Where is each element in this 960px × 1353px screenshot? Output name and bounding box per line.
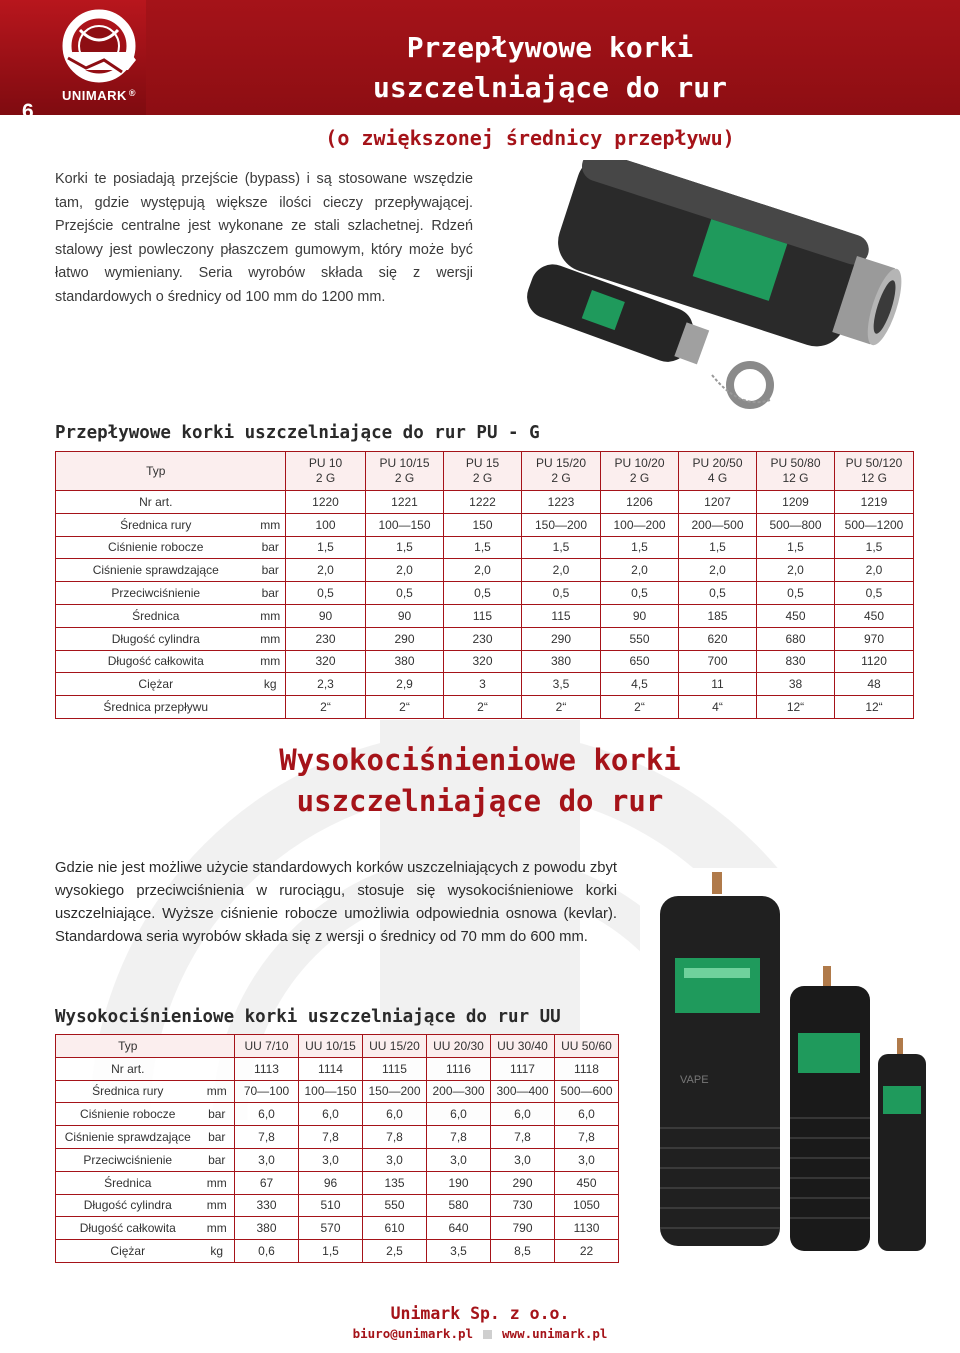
table-cell: 0,6 bbox=[235, 1240, 299, 1263]
table-row bbox=[56, 1080, 619, 1103]
table-cell: 2,5 bbox=[363, 1240, 427, 1263]
column-header: UU 50/60 bbox=[555, 1035, 619, 1058]
row-unit: mm bbox=[200, 1171, 235, 1194]
column-header: PU 50/80 12 G bbox=[757, 452, 835, 491]
table-cell: 6,0 bbox=[363, 1103, 427, 1126]
table-cell: 22 bbox=[555, 1240, 619, 1263]
table-cell: 380 bbox=[235, 1217, 299, 1240]
row-label: Przeciwciśnienie bbox=[56, 1148, 200, 1171]
table-cell: 2,0 bbox=[601, 559, 679, 582]
table-cell: 70—100 bbox=[235, 1080, 299, 1103]
row-unit: kg bbox=[256, 673, 286, 696]
table-cell: 1207 bbox=[679, 491, 757, 514]
table-cell: 7,8 bbox=[555, 1126, 619, 1149]
row-label: Nr art. bbox=[56, 1057, 200, 1080]
table-row bbox=[56, 1217, 619, 1240]
row-unit: bar bbox=[200, 1103, 235, 1126]
table-cell: 1114 bbox=[299, 1057, 363, 1080]
row-unit: mm bbox=[256, 513, 286, 536]
row-label: Nr art. bbox=[56, 491, 256, 514]
table-cell: 3,0 bbox=[555, 1148, 619, 1171]
table-cell: 230 bbox=[286, 627, 366, 650]
row-label: Ciśnienie sprawdzające bbox=[56, 559, 256, 582]
table-cell: 0,5 bbox=[444, 582, 522, 605]
table-row bbox=[56, 1103, 619, 1126]
table-cell: 150—200 bbox=[522, 513, 601, 536]
registered-mark: ® bbox=[128, 88, 137, 98]
table-cell: 550 bbox=[363, 1194, 427, 1217]
table-cell: 2,0 bbox=[835, 559, 914, 582]
type-label: Typ bbox=[56, 452, 256, 491]
table-cell: 150 bbox=[444, 513, 522, 536]
table-cell: 1,5 bbox=[757, 536, 835, 559]
row-label: Ciśnienie robocze bbox=[56, 536, 256, 559]
table-row bbox=[56, 559, 914, 582]
table-cell: 450 bbox=[757, 604, 835, 627]
unit-cell bbox=[200, 1035, 235, 1058]
row-unit: bar bbox=[200, 1126, 235, 1149]
table-cell: 1116 bbox=[427, 1057, 491, 1080]
table-cell: 3 bbox=[444, 673, 522, 696]
table-cell: 610 bbox=[363, 1217, 427, 1240]
table-cell: 12“ bbox=[757, 696, 835, 719]
row-unit bbox=[256, 696, 286, 719]
row-unit: kg bbox=[200, 1240, 235, 1263]
table-cell: 2,9 bbox=[366, 673, 444, 696]
table-cell: 185 bbox=[679, 604, 757, 627]
table-cell: 7,8 bbox=[491, 1126, 555, 1149]
uu-spec-table bbox=[55, 1034, 619, 1263]
table-cell: 1,5 bbox=[601, 536, 679, 559]
table-cell: 100—150 bbox=[299, 1080, 363, 1103]
table-row bbox=[56, 1126, 619, 1149]
table-cell: 2“ bbox=[366, 696, 444, 719]
table-cell: 1130 bbox=[555, 1217, 619, 1240]
table-cell: 67 bbox=[235, 1171, 299, 1194]
table-cell: 2“ bbox=[601, 696, 679, 719]
table-cell: 0,5 bbox=[286, 582, 366, 605]
table-cell: 2“ bbox=[444, 696, 522, 719]
column-header: PU 10/20 2 G bbox=[601, 452, 679, 491]
table-cell: 90 bbox=[286, 604, 366, 627]
table-cell: 300—400 bbox=[491, 1080, 555, 1103]
table-cell: 135 bbox=[363, 1171, 427, 1194]
table-cell: 1,5 bbox=[286, 536, 366, 559]
table-cell: 510 bbox=[299, 1194, 363, 1217]
column-header: UU 30/40 bbox=[491, 1035, 555, 1058]
table-cell: 150—200 bbox=[363, 1080, 427, 1103]
table-cell: 1,5 bbox=[522, 536, 601, 559]
footer-website-link[interactable]: www.unimark.pl bbox=[502, 1326, 608, 1341]
table-cell: 7,8 bbox=[427, 1126, 491, 1149]
table-cell: 7,8 bbox=[363, 1126, 427, 1149]
table-cell: 1,5 bbox=[679, 536, 757, 559]
row-label: Długość całkowita bbox=[56, 1217, 200, 1240]
table-cell: 2,0 bbox=[679, 559, 757, 582]
table-row bbox=[56, 1148, 619, 1171]
column-header: PU 20/50 4 G bbox=[679, 452, 757, 491]
page-title-line2: uszczelniające do rur bbox=[372, 71, 727, 104]
table-cell: 1209 bbox=[757, 491, 835, 514]
table-row bbox=[56, 1171, 619, 1194]
table-row bbox=[56, 1240, 619, 1263]
table-cell: 1221 bbox=[366, 491, 444, 514]
table-cell: 1,5 bbox=[835, 536, 914, 559]
table-cell: 830 bbox=[757, 650, 835, 673]
page-title-line1: Przepływowe korki bbox=[406, 31, 694, 64]
table-cell: 3,5 bbox=[427, 1240, 491, 1263]
table-cell: 2,0 bbox=[522, 559, 601, 582]
row-label: Przeciwciśnienie bbox=[56, 582, 256, 605]
bypass-plugs-photo bbox=[500, 160, 940, 420]
separator-square-icon bbox=[483, 1330, 492, 1339]
brand-label: VAPE bbox=[680, 1074, 709, 1086]
column-header: UU 15/20 bbox=[363, 1035, 427, 1058]
table-cell: 1,5 bbox=[444, 536, 522, 559]
table-cell: 330 bbox=[235, 1194, 299, 1217]
row-unit: bar bbox=[256, 582, 286, 605]
row-label: Ciśnienie sprawdzające bbox=[56, 1126, 200, 1149]
table-row bbox=[56, 582, 914, 605]
table-cell: 0,5 bbox=[835, 582, 914, 605]
column-header: PU 15/20 2 G bbox=[522, 452, 601, 491]
table-cell: 290 bbox=[491, 1171, 555, 1194]
row-unit: mm bbox=[200, 1080, 235, 1103]
table-cell: 730 bbox=[491, 1194, 555, 1217]
table-cell: 680 bbox=[757, 627, 835, 650]
table-row bbox=[56, 673, 914, 696]
table-cell: 48 bbox=[835, 673, 914, 696]
row-label: Długość całkowita bbox=[56, 650, 256, 673]
table-cell: 570 bbox=[299, 1217, 363, 1240]
row-label: Średnica bbox=[56, 604, 256, 627]
section2-title bbox=[240, 740, 720, 822]
table-cell: 12“ bbox=[835, 696, 914, 719]
table-cell: 2,0 bbox=[366, 559, 444, 582]
table-cell: 1206 bbox=[601, 491, 679, 514]
table-cell: 1050 bbox=[555, 1194, 619, 1217]
table-cell: 1220 bbox=[286, 491, 366, 514]
table-cell: 200—500 bbox=[679, 513, 757, 536]
table-cell: 500—1200 bbox=[835, 513, 914, 536]
section2-title-line2: uszczelniające do rur bbox=[296, 784, 664, 818]
table-row bbox=[56, 650, 914, 673]
row-unit: mm bbox=[200, 1217, 235, 1240]
table-cell: 970 bbox=[835, 627, 914, 650]
table-cell: 6,0 bbox=[235, 1103, 299, 1126]
table-cell: 650 bbox=[601, 650, 679, 673]
table-cell: 3,0 bbox=[363, 1148, 427, 1171]
section2-title-line1: Wysokociśnieniowe korki bbox=[279, 743, 681, 777]
row-unit: bar bbox=[200, 1148, 235, 1171]
row-unit bbox=[200, 1057, 235, 1080]
table-cell: 1118 bbox=[555, 1057, 619, 1080]
table-cell: 0,5 bbox=[366, 582, 444, 605]
row-unit: mm bbox=[256, 627, 286, 650]
table-cell: 0,5 bbox=[601, 582, 679, 605]
table-cell: 620 bbox=[679, 627, 757, 650]
table-cell: 380 bbox=[522, 650, 601, 673]
row-unit: bar bbox=[256, 559, 286, 582]
table-row bbox=[56, 513, 914, 536]
table-cell: 230 bbox=[444, 627, 522, 650]
table-cell: 6,0 bbox=[299, 1103, 363, 1126]
table-cell: 4“ bbox=[679, 696, 757, 719]
table-cell: 320 bbox=[444, 650, 522, 673]
table-cell: 7,8 bbox=[299, 1126, 363, 1149]
table-cell: 290 bbox=[522, 627, 601, 650]
table-row bbox=[56, 1194, 619, 1217]
table-cell: 580 bbox=[427, 1194, 491, 1217]
table-cell: 11 bbox=[679, 673, 757, 696]
row-label: Średnica przepływu bbox=[56, 696, 256, 719]
row-label: Ciężar bbox=[56, 673, 256, 696]
table-cell: 3,0 bbox=[299, 1148, 363, 1171]
table-cell: 115 bbox=[444, 604, 522, 627]
high-pressure-plugs-photo bbox=[640, 868, 940, 1263]
table-cell: 1219 bbox=[835, 491, 914, 514]
table-cell: 450 bbox=[555, 1171, 619, 1194]
row-unit: mm bbox=[256, 604, 286, 627]
table-cell: 6,0 bbox=[427, 1103, 491, 1126]
table-cell: 90 bbox=[366, 604, 444, 627]
table-cell: 100—150 bbox=[366, 513, 444, 536]
table-cell: 2,3 bbox=[286, 673, 366, 696]
table-row bbox=[56, 627, 914, 650]
table-cell: 290 bbox=[366, 627, 444, 650]
table-cell: 3,0 bbox=[235, 1148, 299, 1171]
table-row bbox=[56, 604, 914, 627]
row-label: Ciśnienie robocze bbox=[56, 1103, 200, 1126]
row-unit: bar bbox=[256, 536, 286, 559]
table-cell: 3,0 bbox=[491, 1148, 555, 1171]
column-header: PU 10/15 2 G bbox=[366, 452, 444, 491]
table-cell: 2,0 bbox=[444, 559, 522, 582]
column-header: PU 50/120 12 G bbox=[835, 452, 914, 491]
table-cell: 6,0 bbox=[555, 1103, 619, 1126]
footer-email-link[interactable]: biuro@unimark.pl bbox=[352, 1326, 474, 1341]
table-row bbox=[56, 696, 914, 719]
unimark-logo-icon bbox=[0, 0, 146, 100]
table-cell: 2“ bbox=[286, 696, 366, 719]
table-cell: 2,0 bbox=[757, 559, 835, 582]
table-cell: 2,0 bbox=[286, 559, 366, 582]
page-number: 6 bbox=[22, 100, 34, 123]
column-header: PU 10 2 G bbox=[286, 452, 366, 491]
table-cell: 3,0 bbox=[427, 1148, 491, 1171]
table-cell: 6,0 bbox=[491, 1103, 555, 1126]
pu-spec-table bbox=[55, 451, 914, 719]
table-header-row bbox=[56, 1035, 619, 1058]
table-cell: 320 bbox=[286, 650, 366, 673]
intro-paragraph: Korki te posiadają przejście (bypass) i są stosowane wszędzie tam, gdzie występują większe ilości cieczy przepływającej. Przejście centralne jest wykonane ze stali szlachetnej. Rdzeń stalowy jest powleczony płaszczem gumowym, który może być łatwo wymieniany. Seria wyrobów składa się z wersji standardowych o średnicy od 100 mm do 1200 mm. bbox=[55, 171, 473, 305]
table-cell: 38 bbox=[757, 673, 835, 696]
row-unit: mm bbox=[200, 1194, 235, 1217]
table-cell: 1223 bbox=[522, 491, 601, 514]
table-cell: 0,5 bbox=[679, 582, 757, 605]
column-header: UU 10/15 bbox=[299, 1035, 363, 1058]
table-cell: 380 bbox=[366, 650, 444, 673]
table-cell: 640 bbox=[427, 1217, 491, 1240]
logo-wordmark bbox=[62, 88, 136, 103]
row-label: Średnica bbox=[56, 1171, 200, 1194]
table-cell: 1,5 bbox=[299, 1240, 363, 1263]
table-cell: 100 bbox=[286, 513, 366, 536]
uu-table-heading: Wysokociśnieniowe korki uszczelniające do rur UU bbox=[55, 1007, 561, 1027]
pu-table-heading: Przepływowe korki uszczelniające do rur PU - G bbox=[55, 423, 540, 443]
table-cell: 1222 bbox=[444, 491, 522, 514]
footer-contacts bbox=[280, 1326, 680, 1341]
row-label: Długość cylindra bbox=[56, 627, 256, 650]
table-row bbox=[56, 536, 914, 559]
table-cell: 450 bbox=[835, 604, 914, 627]
table-row bbox=[56, 1057, 619, 1080]
table-cell: 500—800 bbox=[757, 513, 835, 536]
table-cell: 0,5 bbox=[522, 582, 601, 605]
page-title bbox=[290, 28, 810, 108]
row-label: Ciężar bbox=[56, 1240, 200, 1263]
table-cell: 8,5 bbox=[491, 1240, 555, 1263]
unit-cell bbox=[256, 452, 286, 491]
table-cell: 1115 bbox=[363, 1057, 427, 1080]
logo-name: UNIMARK bbox=[62, 88, 127, 103]
table-cell: 1113 bbox=[235, 1057, 299, 1080]
table-cell: 96 bbox=[299, 1171, 363, 1194]
row-label: Długość cylindra bbox=[56, 1194, 200, 1217]
table-cell: 115 bbox=[522, 604, 601, 627]
table-row bbox=[56, 491, 914, 514]
table-cell: 790 bbox=[491, 1217, 555, 1240]
table-header-row bbox=[56, 452, 914, 491]
table-cell: 2“ bbox=[522, 696, 601, 719]
type-label: Typ bbox=[56, 1035, 200, 1058]
row-label: Średnica rury bbox=[56, 513, 256, 536]
table-cell: 90 bbox=[601, 604, 679, 627]
column-header: PU 15 2 G bbox=[444, 452, 522, 491]
column-header: UU 20/30 bbox=[427, 1035, 491, 1058]
row-label: Średnica rury bbox=[56, 1080, 200, 1103]
table-cell: 1117 bbox=[491, 1057, 555, 1080]
table-cell: 1,5 bbox=[366, 536, 444, 559]
table-cell: 550 bbox=[601, 627, 679, 650]
table-cell: 100—200 bbox=[601, 513, 679, 536]
table-cell: 700 bbox=[679, 650, 757, 673]
table-cell: 190 bbox=[427, 1171, 491, 1194]
table-cell: 200—300 bbox=[427, 1080, 491, 1103]
table-cell: 7,8 bbox=[235, 1126, 299, 1149]
table-cell: 1120 bbox=[835, 650, 914, 673]
row-unit: mm bbox=[256, 650, 286, 673]
logo-box bbox=[0, 0, 146, 123]
table-cell: 0,5 bbox=[757, 582, 835, 605]
footer-company: Unimark Sp. z o.o. bbox=[390, 1304, 570, 1323]
page-subtitle: (o zwiększonej średnicy przepływu) bbox=[325, 126, 735, 150]
section2-paragraph: Gdzie nie jest możliwe użycie standardowych korków uszczelniających z powodu zbyt wysokiego przeciwciśnienia w rurociągu, stosuje się wysokociśnieniowe korki uszczelniające. Wyższe ciśnienie robocze umożliwia odpowiednia osnowa (kevlar). Standardowa seria wyrobów składa się z wersji o średnicy od 70 mm do 600 mm. bbox=[55, 860, 617, 945]
table-cell: 3,5 bbox=[522, 673, 601, 696]
column-header: UU 7/10 bbox=[235, 1035, 299, 1058]
table-cell: 4,5 bbox=[601, 673, 679, 696]
row-unit bbox=[256, 491, 286, 514]
table-cell: 500—600 bbox=[555, 1080, 619, 1103]
